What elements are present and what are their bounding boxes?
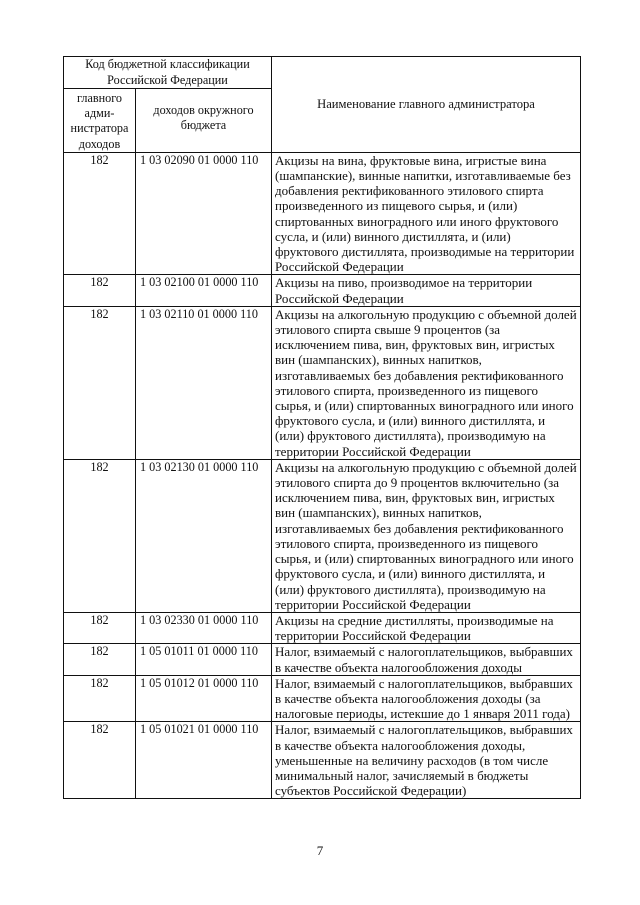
admin-name-cell: Акцизы на алкогольную продукцию с объемной долей этилового спирта свыше 9 процентов (за исключением пива, вин, фруктовых вин, игристых вин (шампанских), винных напитков, изготавливаемых без добавления ректификованного этилового спирта, произведенного из пищевого сырья, и (или) спиртованных виноградного или иного фруктового сусла, и (или) винного дистиллята, и (или) фруктового дистиллята), производимую на территории Российской Федерации [272, 306, 581, 459]
income-code-cell: 1 05 01011 01 0000 110 [136, 644, 272, 675]
income-code-cell: 1 03 02090 01 0000 110 [136, 152, 272, 275]
admin-name-cell: Акцизы на пиво, производимое на территории Российской Федерации [272, 275, 581, 306]
table-row [64, 275, 581, 306]
table-row [64, 612, 581, 643]
admin-code-cell: 182 [64, 306, 136, 459]
header-admin-code: главного адми-нистратора доходов [64, 89, 136, 153]
table-row [64, 459, 581, 612]
admin-code-cell: 182 [64, 644, 136, 675]
admin-name-cell: Акцизы на средние дистилляты, производимые на территории Российской Федерации [272, 612, 581, 643]
table-row [64, 675, 581, 722]
admin-code-cell: 182 [64, 275, 136, 306]
header-admin-name: Наименование главного администратора [272, 57, 581, 153]
admin-code-cell: 182 [64, 612, 136, 643]
admin-code-cell: 182 [64, 675, 136, 722]
admin-code-cell: 182 [64, 459, 136, 612]
admin-code-cell: 182 [64, 722, 136, 799]
table-row [64, 722, 581, 799]
table-row [64, 644, 581, 675]
income-code-cell: 1 03 02130 01 0000 110 [136, 459, 272, 612]
admin-code-cell: 182 [64, 152, 136, 275]
admin-name-cell: Налог, взимаемый с налогоплательщиков, выбравших в качестве объекта налогообложения доходы (за налоговые периоды, истекшие до 1 января 2011 года) [272, 675, 581, 722]
header-group-label: Код бюджетной классификации Российской Федерации [64, 57, 272, 89]
page-number: 7 [316, 843, 324, 858]
admin-name-cell: Налог, взимаемый с налогоплательщиков, выбравших в качестве объекта налогообложения доходы, уменьшенные на величину расходов (в том числе минимальный налог, зачисляемый в бюджеты субъектов Российской Федерации) [272, 722, 581, 799]
income-code-cell: 1 03 02100 01 0000 110 [136, 275, 272, 306]
admin-name-cell: Налог, взимаемый с налогоплательщиков, выбравших в качестве объекта налогообложения доходы [272, 644, 581, 675]
income-code-cell: 1 05 01021 01 0000 110 [136, 722, 272, 799]
income-code-cell: 1 05 01012 01 0000 110 [136, 675, 272, 722]
table-row [64, 306, 581, 459]
income-code-cell: 1 03 02330 01 0000 110 [136, 612, 272, 643]
admin-name-cell: Акцизы на вина, фруктовые вина, игристые вина (шампанские), винные напитки, изготавливаемые без добавления ректификованного этилового спирта произведенного из пищевого сырья, и (или) спиртованных виноградного или иного фруктового сусла, и (или) винного дистиллята, и (или) фруктового дистиллята, производимые на территории Российской Федерации [272, 152, 581, 275]
admin-name-cell: Акцизы на алкогольную продукцию с объемной долей этилового спирта до 9 процентов включительно (за исключением пива, вин, фруктовых вин, игристых вин (шампанских), винных напитков, изготавливаемых без добавления ректификованного этилового спирта, произведенного из пищевого сырья, и (или) спиртованных виноградного или иного фруктового сусла, и (или) винного дистиллята, и (или) фруктового дистиллята), производимую на территории Российской Федерации [272, 459, 581, 612]
income-code-cell: 1 03 02110 01 0000 110 [136, 306, 272, 459]
budget-classification-table [63, 56, 581, 799]
table-row [64, 152, 581, 275]
header-row-top [64, 57, 581, 89]
header-income-code: доходов окружного бюджета [136, 89, 272, 153]
